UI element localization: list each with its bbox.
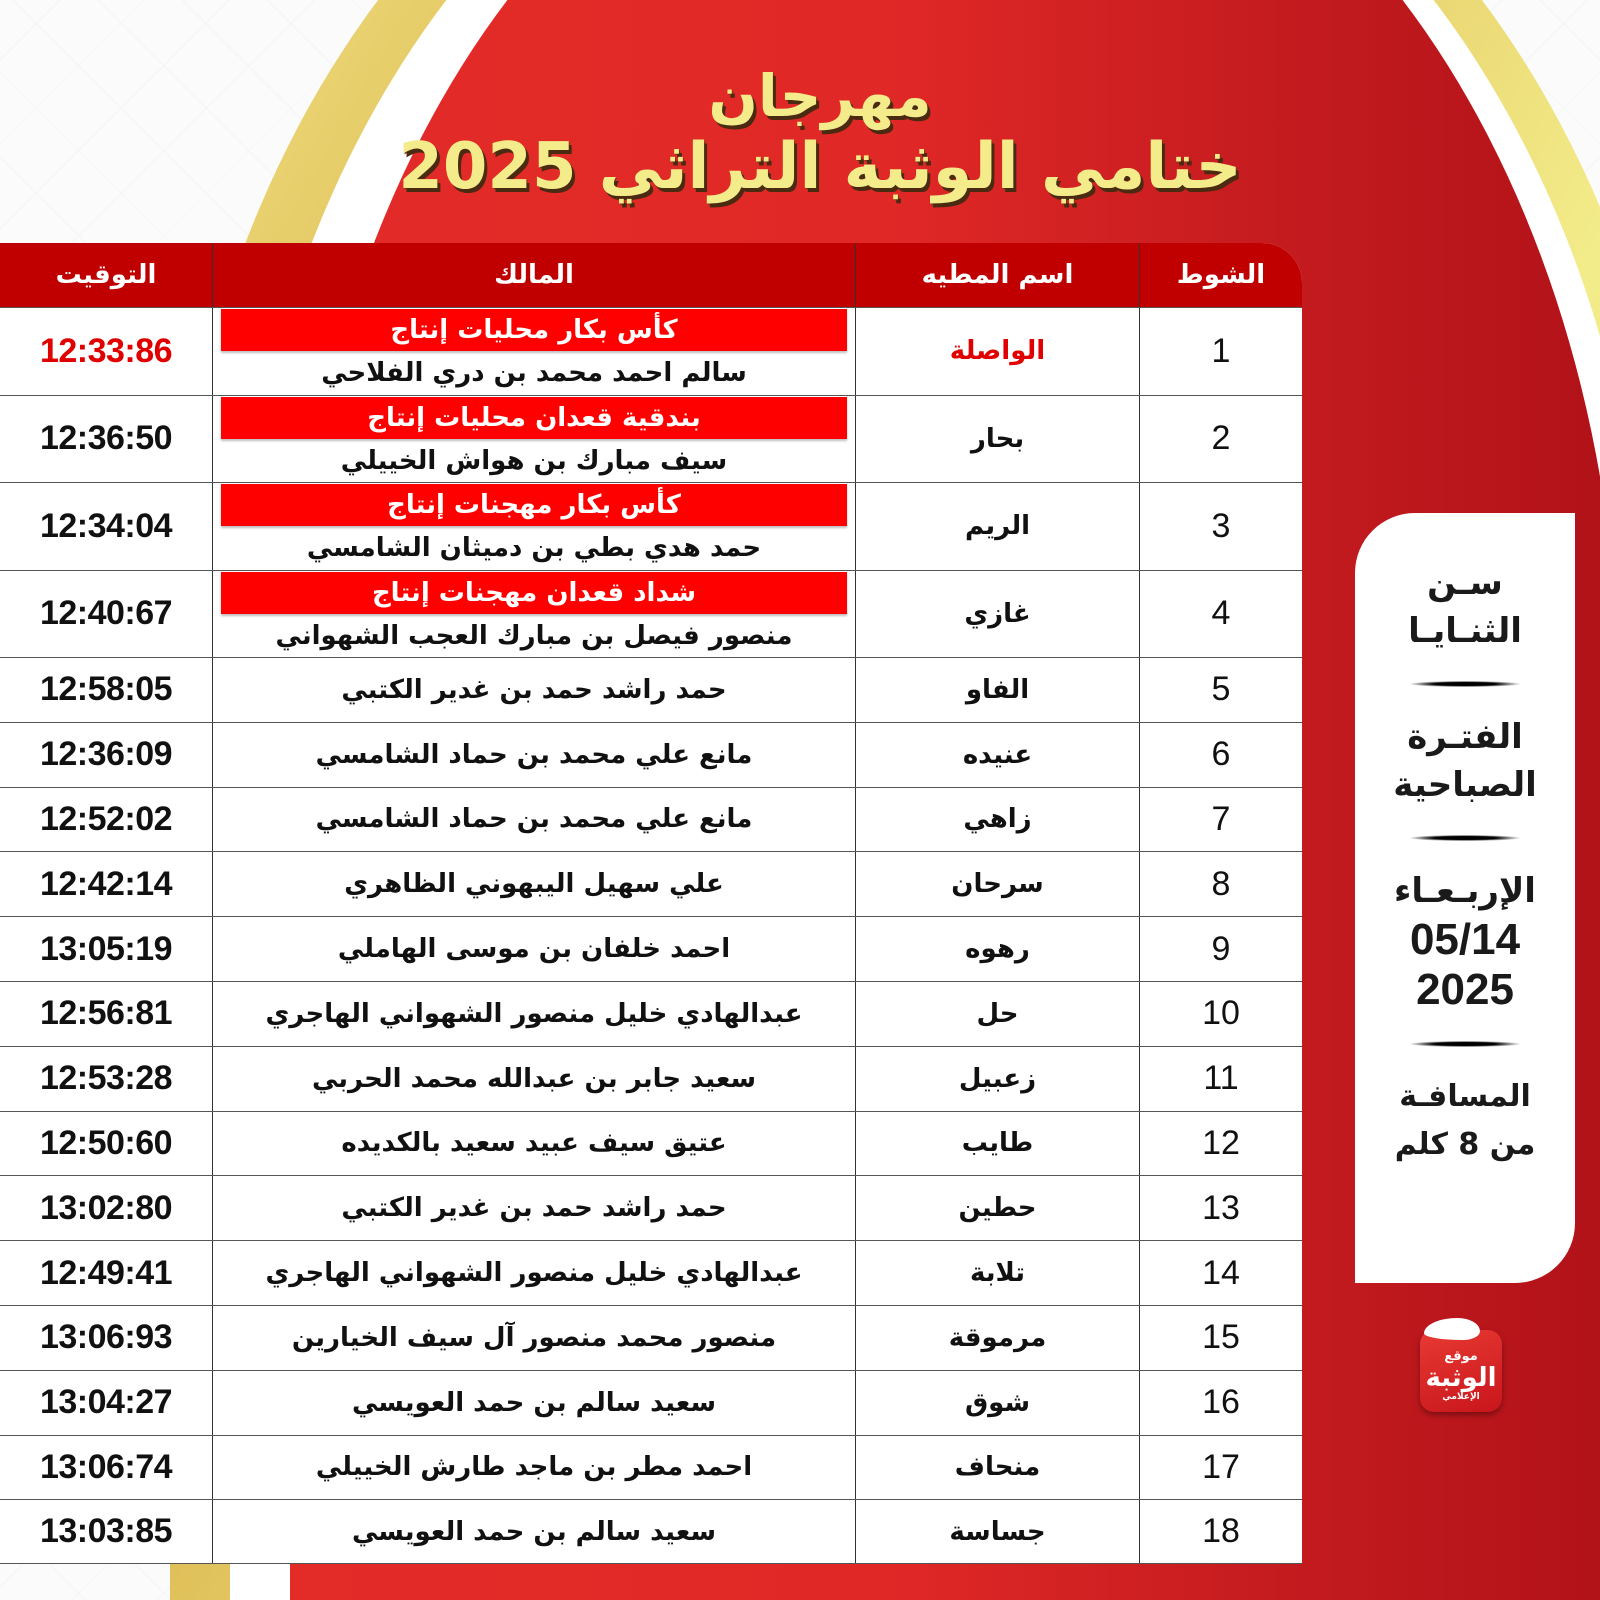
camel-name-cell: بحار <box>856 396 1140 483</box>
age-label: سـن <box>1427 563 1503 603</box>
camel-name-cell: الريم <box>856 483 1140 570</box>
camel-name-cell: زعبيل <box>856 1047 1140 1111</box>
round-number-cell: 17 <box>1202 1447 1240 1486</box>
table-row <box>0 1111 1302 1176</box>
round-number-cell: 4 <box>1211 594 1231 633</box>
round-number-cell: 9 <box>1211 929 1231 968</box>
round-number-cell: 7 <box>1211 799 1231 838</box>
owner-name: عبدالهادي خليل منصور الشهواني الهاجري <box>265 998 803 1029</box>
owner-name: منصور فيصل بن مبارك العجب الشهواني <box>275 620 793 651</box>
time-cell: 13:06:74 <box>0 1436 213 1500</box>
table-row <box>0 307 1302 395</box>
owner-name: منصور محمد منصور آل سيف الخيارين <box>291 1322 777 1353</box>
table-row <box>0 1499 1302 1564</box>
logo-sub-text: الإعلامي <box>1442 1392 1480 1402</box>
table-row <box>0 482 1302 570</box>
owner-cell <box>213 723 856 787</box>
camel-name-cell: عنيده <box>856 723 1140 787</box>
round-number-cell: 2 <box>1211 419 1231 458</box>
logo-main-text: الوثبة <box>1425 1363 1497 1393</box>
owner-name: حمد راشد حمد بن غدير الكتبي <box>341 674 727 705</box>
owner-cell <box>213 917 856 981</box>
time-cell: 12:36:09 <box>0 723 213 787</box>
table-header <box>0 243 1302 307</box>
camel-name-cell: تلابة <box>856 1241 1140 1305</box>
time-cell: 12:33:86 <box>0 308 213 395</box>
camel-name-cell: مرموقة <box>856 1306 1140 1370</box>
divider <box>1410 835 1520 841</box>
owner-name: علي سهيل اليبهوني الظاهري <box>344 869 724 900</box>
camel-name-cell: منحاف <box>856 1436 1140 1500</box>
distance-label: المسافـة <box>1399 1079 1531 1114</box>
logo-top-text: موقع <box>1444 1349 1478 1364</box>
time-cell: 12:40:67 <box>0 571 213 658</box>
time-cell: 12:52:02 <box>0 788 213 852</box>
day-label: الإربـعـاء <box>1394 871 1536 911</box>
time-cell: 13:02:80 <box>0 1176 213 1240</box>
column-header-owner: المالك <box>213 243 856 307</box>
title-festival: مهرجان <box>708 62 932 130</box>
time-cell: 12:50:60 <box>0 1112 213 1176</box>
column-header-time: التوقيت <box>0 243 213 307</box>
table-row <box>0 722 1302 787</box>
table-row <box>0 1370 1302 1435</box>
column-header-camel: اسم المطيه <box>856 243 1140 307</box>
owner-name: مانع علي محمد بن حماد الشامسي <box>315 804 753 835</box>
time-cell: 13:06:93 <box>0 1306 213 1370</box>
owner-name: حمد هدي بطي بن دميثان الشامسي <box>306 533 762 564</box>
time-cell: 12:56:81 <box>0 982 213 1046</box>
round-number-cell: 16 <box>1202 1383 1240 1422</box>
table-row <box>0 981 1302 1046</box>
round-number-cell: 6 <box>1211 735 1231 774</box>
round-number-cell: 1 <box>1211 331 1231 370</box>
distance-value: من 8 كلم <box>1394 1127 1536 1162</box>
table-row <box>0 916 1302 981</box>
round-number-cell: 10 <box>1202 994 1240 1033</box>
year-value: 2025 <box>1416 965 1514 1014</box>
owner-cell <box>213 571 856 658</box>
camel-name-cell: جساسة <box>856 1500 1140 1563</box>
table-body <box>0 307 1302 1564</box>
time-cell: 12:42:14 <box>0 852 213 916</box>
owner-name: عبدالهادي خليل منصور الشهواني الهاجري <box>265 1258 803 1289</box>
camel-name-cell: الفاو <box>856 658 1140 722</box>
camel-name-cell: حل <box>856 982 1140 1046</box>
camel-name-cell: طايب <box>856 1112 1140 1176</box>
round-number-cell: 15 <box>1202 1318 1240 1357</box>
owner-cell <box>213 658 856 722</box>
time-cell: 13:03:85 <box>0 1500 213 1563</box>
table-row <box>0 851 1302 916</box>
date-value: 05/14 <box>1409 915 1521 964</box>
table-row <box>0 787 1302 852</box>
owner-name: سعيد سالم بن حمد العويسي <box>351 1516 717 1547</box>
camel-name-cell: شوق <box>856 1371 1140 1435</box>
owner-cell <box>213 1436 856 1500</box>
table-row <box>0 570 1302 658</box>
time-cell: 12:58:05 <box>0 658 213 722</box>
owner-name: سعيد سالم بن حمد العويسي <box>351 1387 717 1418</box>
round-number-cell: 13 <box>1202 1188 1240 1227</box>
round-number-cell: 5 <box>1211 670 1231 709</box>
camel-name-cell: سرحان <box>856 852 1140 916</box>
owner-name: سيف مبارك بن هواش الخييلي <box>340 445 728 476</box>
owner-name: حمد راشد حمد بن غدير الكتبي <box>341 1193 727 1224</box>
owner-cell <box>213 1047 856 1111</box>
owner-cell <box>213 1112 856 1176</box>
time-cell: 12:49:41 <box>0 1241 213 1305</box>
race-info-panel <box>1355 513 1575 1283</box>
owner-name: عتيق سيف عبيد سعيد بالكديده <box>341 1128 727 1159</box>
brand-logo <box>1420 1330 1502 1412</box>
owner-cell <box>213 1241 856 1305</box>
table-row <box>0 1175 1302 1240</box>
owner-cell <box>213 1176 856 1240</box>
owner-name: سعيد جابر بن عبدالله محمد الحربي <box>311 1063 757 1094</box>
owner-name: احمد خلفان بن موسى الهاملي <box>337 934 731 965</box>
camel-name-cell: غازي <box>856 571 1140 658</box>
time-cell: 12:53:28 <box>0 1047 213 1111</box>
prize-badge: شداد قعدان مهجنات إنتاج <box>221 572 847 614</box>
table-row <box>0 395 1302 483</box>
divider <box>1410 1041 1520 1047</box>
camel-name-cell: رهوه <box>856 917 1140 981</box>
round-number-cell: 18 <box>1202 1512 1240 1551</box>
prize-badge: كأس بكار محليات إنتاج <box>221 309 847 351</box>
divider <box>1410 681 1520 687</box>
time-cell: 12:34:04 <box>0 483 213 570</box>
owner-cell <box>213 1306 856 1370</box>
owner-cell <box>213 788 856 852</box>
title-event: ختامي الوثبة التراثي 2025 <box>398 130 1242 204</box>
round-number-cell: 11 <box>1203 1059 1239 1098</box>
table-row <box>0 1435 1302 1500</box>
period-value: الصباحية <box>1393 765 1537 805</box>
owner-cell <box>213 1371 856 1435</box>
owner-cell <box>213 483 856 570</box>
time-cell: 13:05:19 <box>0 917 213 981</box>
camel-name-cell: زاهي <box>856 788 1140 852</box>
camel-name-cell: حطين <box>856 1176 1140 1240</box>
owner-name: احمد مطر بن ماجد طارش الخييلي <box>315 1452 753 1483</box>
owner-name: مانع علي محمد بن حماد الشامسي <box>315 739 753 770</box>
owner-cell <box>213 1500 856 1563</box>
round-number-cell: 3 <box>1211 506 1231 545</box>
camel-name-cell: الواصلة <box>856 308 1140 395</box>
period-label: الفتـرة <box>1407 717 1523 757</box>
results-table <box>0 243 1302 1564</box>
table-row <box>0 1305 1302 1370</box>
time-cell: 12:36:50 <box>0 396 213 483</box>
owner-cell <box>213 396 856 483</box>
table-row <box>0 1046 1302 1111</box>
owner-name: سالم احمد محمد بن دري الفلاحي <box>321 358 747 389</box>
owner-cell <box>213 308 856 395</box>
column-header-round: الشوط <box>1176 260 1266 290</box>
table-row <box>0 1240 1302 1305</box>
time-cell: 13:04:27 <box>0 1371 213 1435</box>
round-number-cell: 8 <box>1211 864 1231 903</box>
prize-badge: بندقية قعدان محليات إنتاج <box>221 397 847 439</box>
prize-badge: كأس بكار مهجنات إنتاج <box>221 484 847 526</box>
owner-cell <box>213 982 856 1046</box>
age-value: الثنـايـا <box>1408 611 1522 651</box>
owner-cell <box>213 852 856 916</box>
round-number-cell: 12 <box>1202 1123 1240 1162</box>
round-number-cell: 14 <box>1202 1253 1240 1292</box>
table-row <box>0 657 1302 722</box>
